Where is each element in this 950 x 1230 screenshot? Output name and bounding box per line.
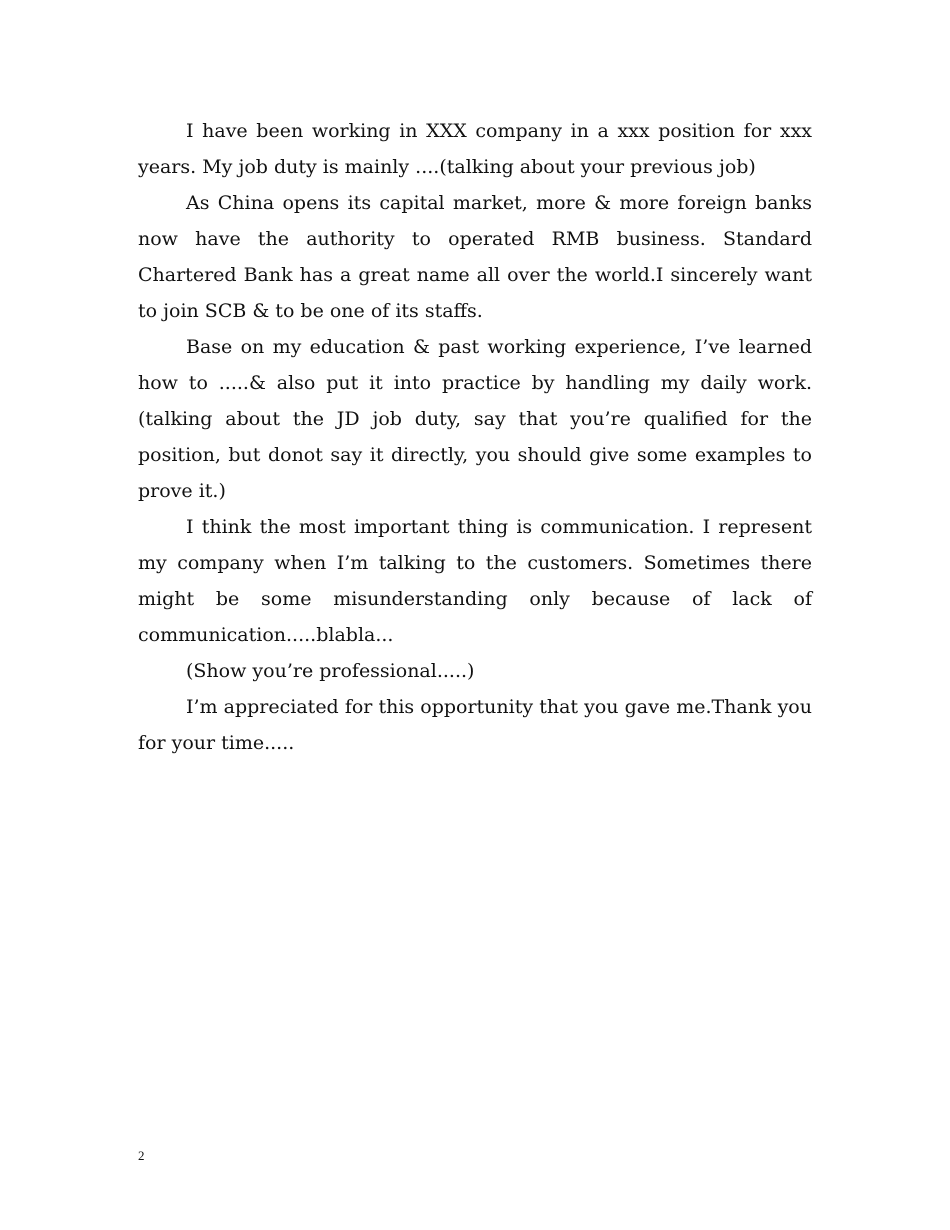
paragraph-experience: Base on my education & past working experience, I’ve learned how to .....& also put it into practice by handling my daily work. (talking about the JD job duty, say that you’re qualified for the position, but donot say it directly, you should give some examples to prove it.) [138,336,812,502]
paragraph-professional-note: (Show you’re professional.....) [186,660,475,682]
paragraph-motivation: As China opens its capital market, more & more foreign banks now have the authority to operated RMB business. Standard Chartered Bank has a great name all over the world.I sincerely want to join SCB & to be one of its staffs. [138,192,812,322]
body-text [138,113,812,761]
paragraph-closing: I’m appreciated for this opportunity that you gave me.Thank you for your time..... [138,696,812,754]
paragraph-work-history: I have been working in XXX company in a xxx position for xxx years. My job duty is mainly ....(talking about your previous job) [138,120,812,178]
page-number: 2 [138,1148,145,1163]
paragraph-communication: I think the most important thing is communication. I represent my company when I’m talking to the customers. Sometimes there might be some misunderstanding only because of lack of communication.....blabla... [138,516,812,646]
